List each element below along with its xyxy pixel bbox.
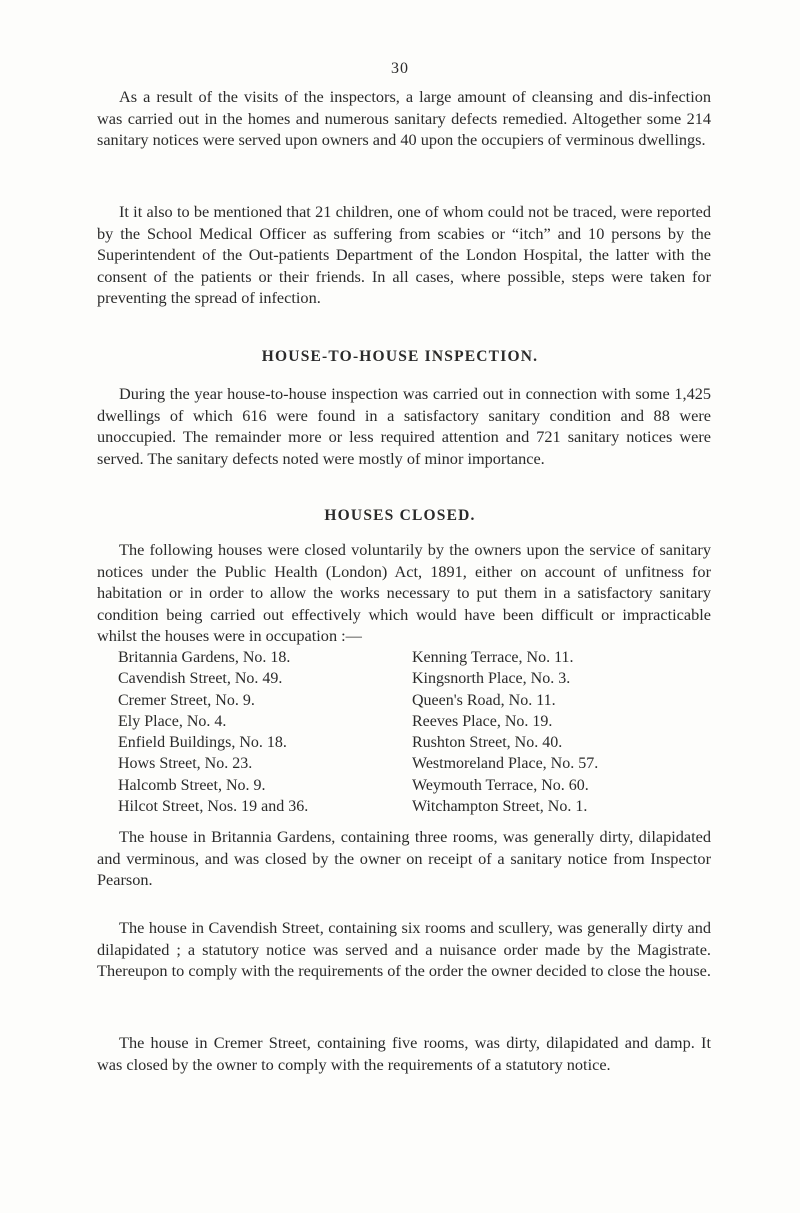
paragraph-cavendish-street: The house in Cavendish Street, containing six rooms and scullery, was generally dirty and dilapidated ; a statutory notice was served and a nuisance order made by the Magistrate. Thereupon to comply with the requirements of the order the owner decided to close the house. — [97, 918, 711, 980]
house-address: Britannia Gardens, No. 18. — [118, 649, 291, 666]
list-item — [118, 711, 718, 732]
list-item — [118, 647, 718, 668]
list-item — [118, 690, 718, 711]
closed-houses-list — [118, 647, 718, 817]
house-address: Witchampton Street, No. 1. — [412, 798, 588, 816]
house-address: Queen's Road, No. 11. — [412, 691, 556, 709]
house-address: Halcomb Street, No. 9. — [118, 776, 266, 794]
house-address: Westmoreland Place, No. 57. — [412, 755, 599, 773]
paragraph-houses-closed-intro: The following houses were closed voluntarily by the owners upon the service of sanitary notices under the Public Health (London) Act, 1891, either on account of unfitness for habitation or in order to allow the works necessary to put them in a satisfactory sanitary condition being carried out effectively which would have been difficult or impracticable whilst the houses were in occupation :— — [97, 540, 711, 645]
house-address: Weymouth Terrace, No. 60. — [412, 776, 589, 794]
house-address: Cremer Street, No. 9. — [118, 691, 255, 709]
paragraph-disinfection: As a result of the visits of the inspectors, a large amount of cleansing and dis-infection was carried out in the homes and numerous sanitary defects remedied. Altogether some 214 sanitary notices were served upon owners and 40 upon the occupiers of verminous dwellings. — [97, 87, 711, 149]
house-address: Hilcot Street, Nos. 19 and 36. — [118, 798, 309, 816]
list-item — [118, 796, 718, 817]
list-item — [118, 732, 718, 753]
paragraph-scabies: It it also to be mentioned that 21 children, one of whom could not be traced, were reported by the School Medical Officer as suffering from scabies or “itch” and 10 persons by the Superintendent of the Out-patients Department of the London Hospital, the latter with the consent of the patients or their friends. In all cases, where possible, steps were taken for preventing the spread of infection. — [97, 202, 711, 307]
house-address: Rushton Street, No. 40. — [412, 734, 563, 752]
paragraph-house-to-house: During the year house-to-house inspection was carried out in connection with some 1,425 dwellings of which 616 were found in a satisfactory sanitary condition and 88 were unoccupied. The remainder more or less required attention and 721 sanitary notices were served. The sanitary defects noted were mostly of minor importance. — [97, 384, 711, 468]
house-address: Ely Place, No. 4. — [118, 712, 227, 730]
heading-houses-closed: HOUSES CLOSED. — [324, 507, 476, 524]
list-item — [118, 753, 718, 774]
house-address: Cavendish Street, No. 49. — [118, 670, 283, 688]
list-item — [118, 775, 718, 796]
house-address: Enfield Buildings, No. 18. — [118, 734, 287, 752]
list-item — [118, 668, 718, 689]
page-number: 30 — [391, 60, 409, 77]
house-address: Kenning Terrace, No. 11. — [412, 649, 574, 666]
heading-house-to-house-inspection: HOUSE-TO-HOUSE INSPECTION. — [261, 348, 539, 365]
paragraph-britannia-gardens: The house in Britannia Gardens, containing three rooms, was generally dirty, dilapidated and verminous, and was closed by the owner on receipt of a sanitary notice from Inspector Pearson. — [97, 827, 711, 889]
house-address: Kingsnorth Place, No. 3. — [412, 670, 571, 688]
house-address: Hows Street, No. 23. — [118, 755, 253, 773]
paragraph-cremer-street: The house in Cremer Street, containing five rooms, was dirty, dilapidated and damp. It was closed by the owner to comply with the requirements of a statutory notice. — [97, 1033, 711, 1074]
house-address: Reeves Place, No. 19. — [412, 712, 553, 730]
